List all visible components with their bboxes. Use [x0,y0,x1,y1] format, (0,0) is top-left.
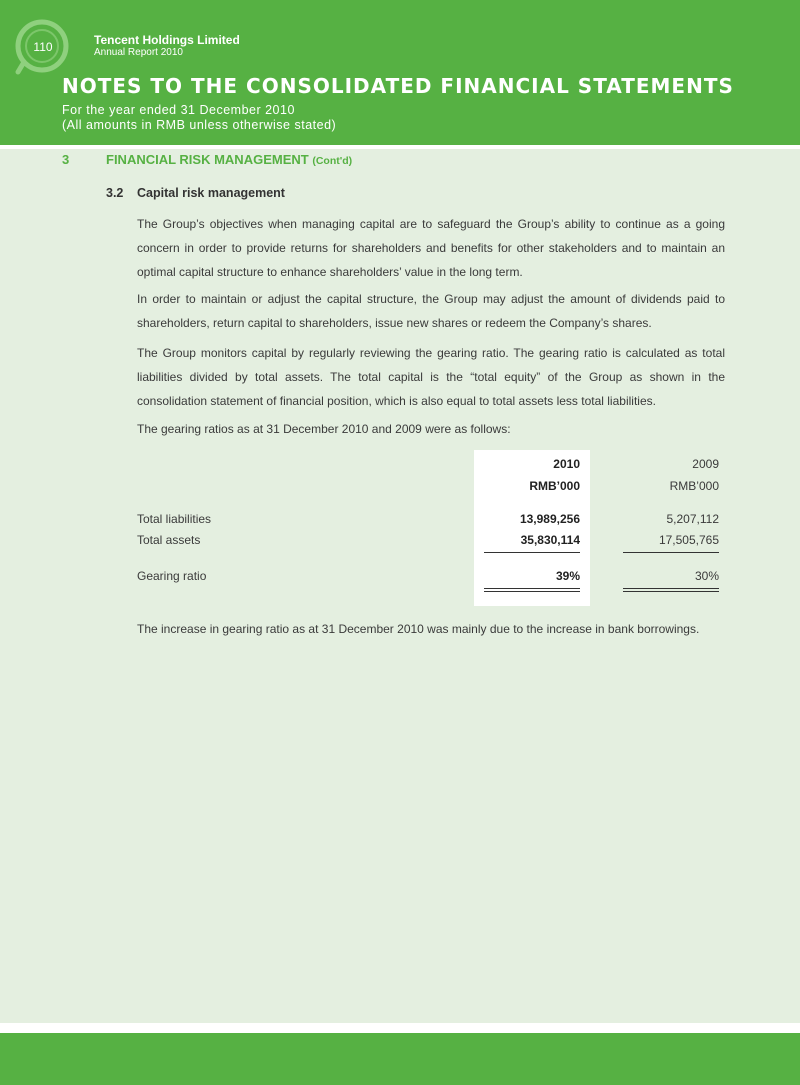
row-label-gearing-ratio: Gearing ratio [137,569,207,583]
currency-subtitle: (All amounts in RMB unless otherwise stated) [62,118,337,132]
paragraph-conclusion: The increase in gearing ratio as at 31 December 2010 was mainly due to the increase in bank borrowings. [137,622,700,636]
paragraph-gearing-ratio: The Group monitors capital by regularly reviewing the gearing ratio. The gearing ratio is calculated as total liabilities divided by total assets. The total capital is the “total equity” of the Group as shown in the consolidation statement of financial position, which is also equal to total assets less total liabilities. [137,346,725,408]
section-title: FINANCIAL RISK MANAGEMENT [106,152,309,167]
company-name: Tencent Holdings Limited [94,33,240,47]
row-label-total-liabilities: Total liabilities [137,512,212,526]
gearing-ratio-2009: 30% [694,569,719,583]
page-number: 110 [33,40,53,54]
unit-2010: RMB’000 [529,479,580,493]
paragraph-table-intro: The gearing ratios as at 31 December 2010 and 2009 were as follows: [137,422,511,436]
page-footer [0,1033,800,1085]
total-double-rule-2010 [484,588,580,592]
subtotal-rule-2009 [623,552,719,553]
row-label-total-assets: Total assets [137,533,201,547]
subsection-number: 3.2 [106,186,124,200]
period-subtitle: For the year ended 31 December 2010 [62,103,295,117]
section-contd: (Cont'd) [312,155,353,167]
subtotal-rule-2010 [484,552,580,553]
total-double-rule-2009 [623,588,719,592]
page-title: NOTES TO THE CONSOLIDATED FINANCIAL STATEMENTS [62,74,734,98]
subsection-title: Capital risk management [137,186,285,200]
total-liabilities-2010: 13,989,256 [519,512,580,526]
gearing-ratio-2010: 39% [555,569,580,583]
report-name: Annual Report 2010 [94,47,183,58]
total-assets-2009: 17,505,765 [658,533,719,547]
total-liabilities-2009: 5,207,112 [666,512,719,526]
section-heading [106,152,352,167]
total-assets-2010: 35,830,114 [520,533,580,547]
paragraph-objectives: The Group’s objectives when managing capital are to safeguard the Group’s ability to continue as a going concern in order to provide returns for shareholders and benefits for other stakeholders and to maintain an optimal capital structure to enhance shareholders’ value in the long term. [137,217,725,279]
footer-divider [0,1023,800,1033]
unit-2009: RMB’000 [669,479,719,493]
header-2010: 2010 [553,457,580,471]
header-divider [0,145,800,149]
header-2009: 2009 [692,457,719,471]
paragraph-capital-structure: In order to maintain or adjust the capital structure, the Group may adjust the amount of dividends paid to shareholders, return capital to shareholders, issue new shares or redeem the Company’s shares. [137,292,725,330]
section-number: 3 [62,152,70,167]
